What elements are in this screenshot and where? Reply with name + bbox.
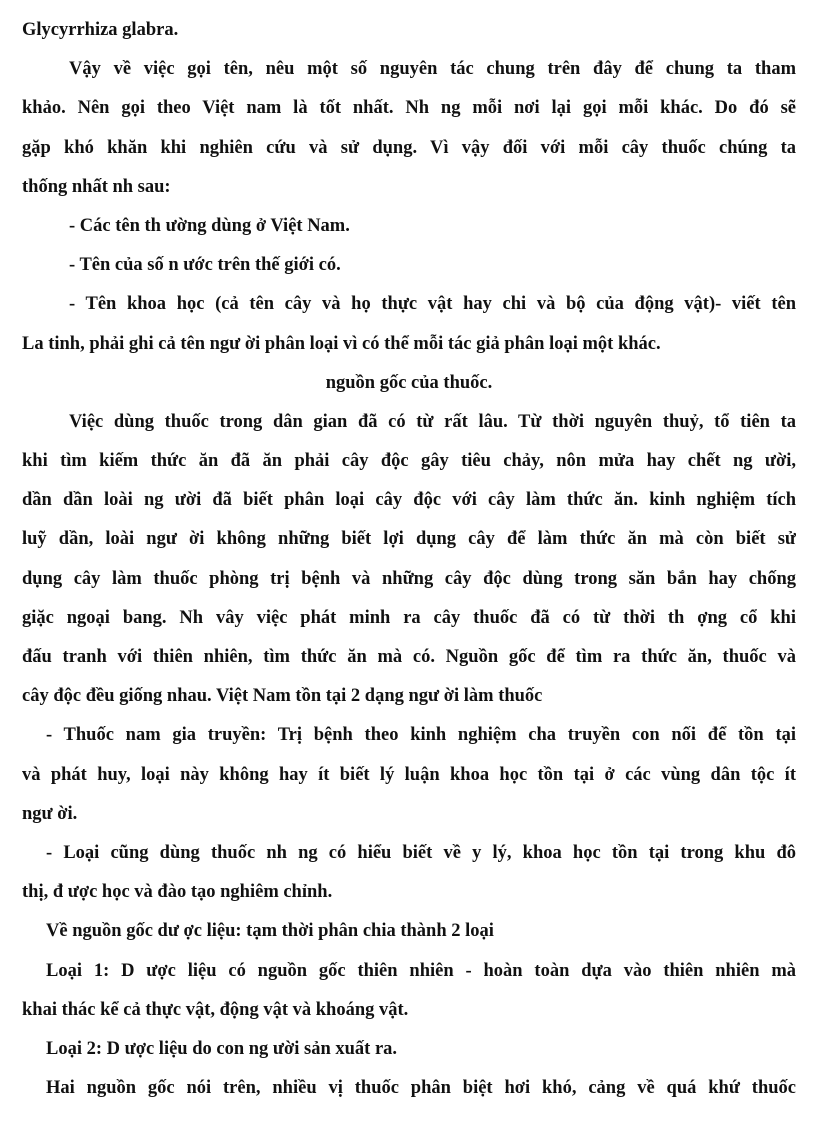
text-line: dụng cây làm thuốc phòng trị bệnh và những cây độc dùng trong săn bắn hay chống (22, 568, 796, 589)
text-line: gặp khó khăn khi nghiên cứu và sử dụng. Vì vậy đối với mỗi cây thuốc chúng ta (22, 137, 796, 158)
text-line: thống nhất nh sau: (22, 176, 171, 197)
text-line: khảo. Nên gọi theo Việt nam là tốt nhất. Nh ng mỗi nơi lại gọi mỗi khác. Do đó sẽ (22, 98, 796, 119)
text-line: và phát huy, loại này không hay ít biết lý luận khoa học tồn tại ở các vùng dân tộc ít (22, 764, 796, 785)
text-line: Loại 1: D ược liệu có nguồn gốc thiên nhiên - hoàn toàn dựa vào thiên nhiên mà (46, 960, 796, 981)
text-line: thị, đ ược học và đào tạo nghiêm chỉnh. (22, 882, 333, 903)
text-line: - Thuốc nam gia truyền: Trị bệnh theo kinh nghiệm cha truyền con nối để tồn tại (46, 725, 796, 746)
section-heading: nguồn gốc của thuốc. (325, 372, 493, 393)
text-line: Loại 2: D ược liệu do con ng ười sản xuất ra. (46, 1038, 398, 1059)
text-line: - Tên khoa học (cả tên cây và họ thực vật hay chi và bộ của động vật)- viết tên (69, 294, 796, 315)
text-line: La tinh, phải ghi cả tên ngư ời phân loại vì có thể mỗi tác giả phân loại một khác. (22, 333, 661, 354)
text-line: đấu tranh với thiên nhiên, tìm thức ăn mà có. Nguồn gốc để tìm ra thức ăn, thuốc và (22, 647, 796, 667)
text-line: Glycyrrhiza glabra. (22, 20, 179, 40)
text-line: Hai nguồn gốc nói trên, nhiều vị thuốc phân biệt hơi khó, cảng về quá khứ thuốc (46, 1078, 796, 1099)
text-line: ngư ời. (22, 803, 78, 824)
text-line: - Tên của số n ước trên thế giới có. (69, 255, 341, 276)
document-body (22, 18, 796, 1115)
text-line: - Loại cũng dùng thuốc nh ng có hiểu biết về y lý, khoa học tồn tại trong khu đô (46, 842, 796, 863)
text-line: luỹ dần, loài ngư ời không những biết lợi dụng cây để làm thức ăn mà còn biết sử (22, 529, 796, 550)
text-line: Việc dùng thuốc trong dân gian đã có từ rất lâu. Từ thời nguyên thuỷ, tổ tiên ta (69, 411, 796, 432)
text-line: khi tìm kiếm thức ăn đã ăn phải cây độc gây tiêu chảy, nôn mửa hay chết ng ười, (22, 451, 796, 472)
text-line: - Các tên th ường dùng ở Việt Nam. (69, 215, 350, 236)
text-line: Về nguồn gốc dư ợc liệu: tạm thời phân chia thành 2 loại (46, 921, 494, 942)
text-line: cây độc đều giống nhau. Việt Nam tồn tại 2 dạng ngư ời làm thuốc (22, 686, 543, 707)
text-line: Vậy về việc gọi tên, nêu một số nguyên tác chung trên đây để chung ta tham (69, 59, 796, 80)
text-line: dần dần loài ng ười đã biết phân loại cây độc với cây làm thức ăn. kinh nghiệm tích (22, 490, 796, 511)
text-line: khai thác kể cả thực vật, động vật và khoáng vật. (22, 999, 409, 1020)
text-line: giặc ngoại bang. Nh vây việc phát minh ra cây thuốc đã có từ thời th ợng cổ khi (22, 607, 796, 628)
